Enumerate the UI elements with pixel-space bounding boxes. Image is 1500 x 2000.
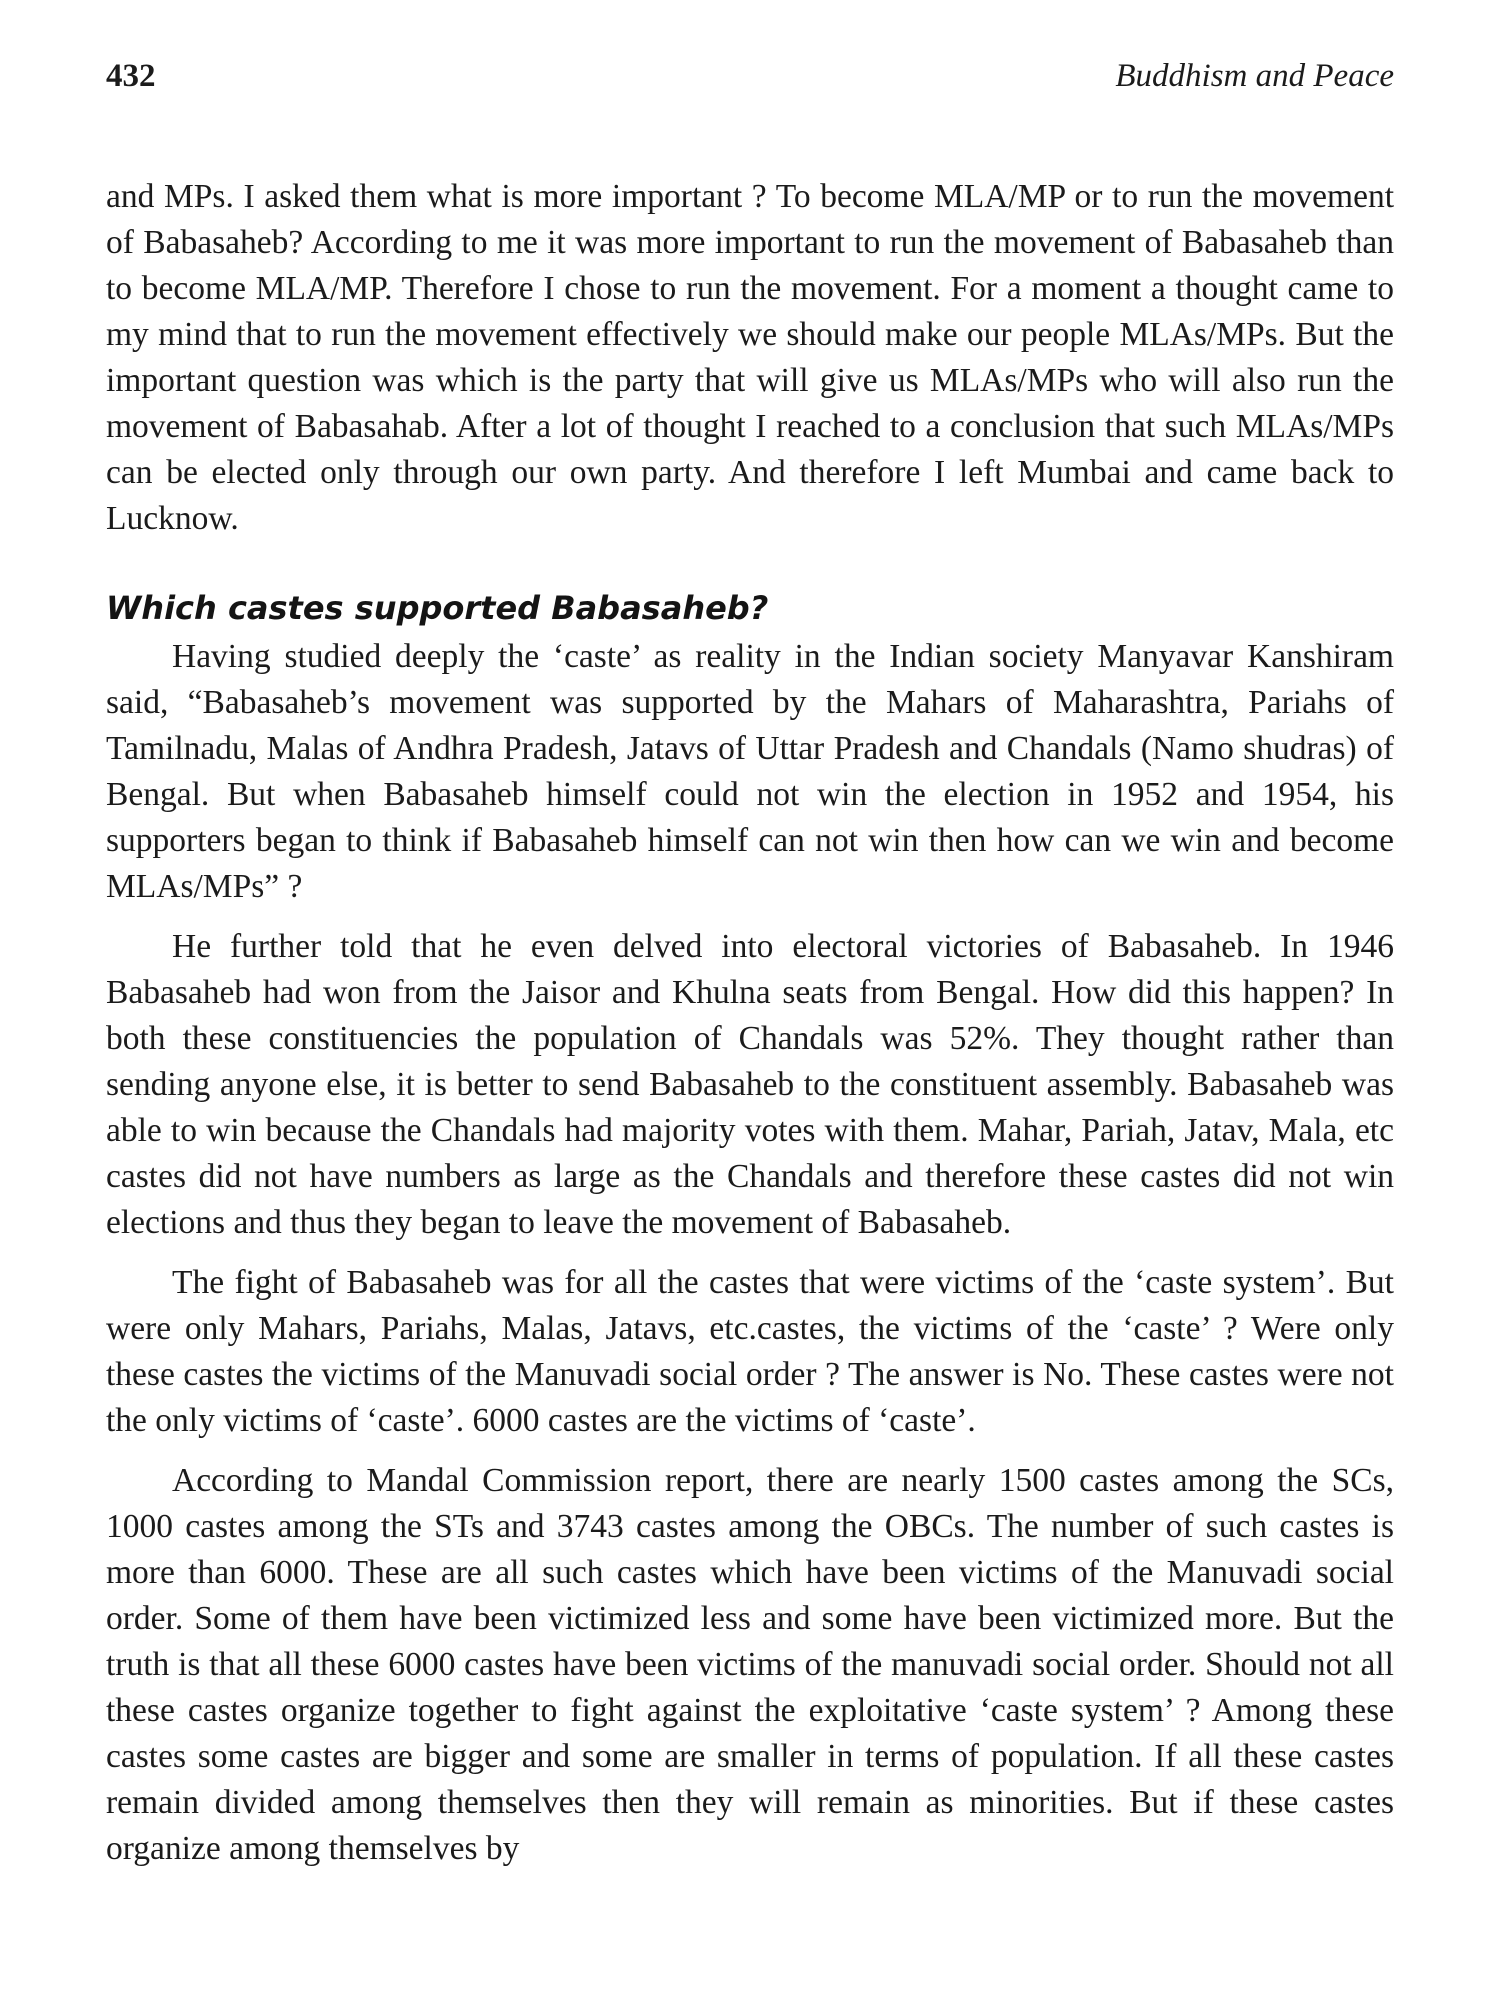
- page-number: 432: [106, 58, 156, 94]
- running-head: [106, 58, 1394, 108]
- paragraph-mandal-commission: According to Mandal Commission report, there are nearly 1500 castes among the SCs, 1000 castes among the STs and 3743 castes among the OBCs. The number of such castes is more than 6000. These are all such castes which have been victims of the Manuvadi social order. Some of them have been victimized less and some have been victimized more. But the truth is that all these 6000 castes have been victims of the manuvadi social order. Should not all these castes organize together to fight against the exploitative ‘caste system’ ? Among these castes some castes are bigger and some are smaller in terms of population. If all these castes remain divided among themselves then they will remain as minorities. But if these castes organize among themselves by: [106, 1462, 1394, 1867]
- running-title: Buddhism and Peace: [1115, 58, 1394, 94]
- body-text: [106, 174, 1394, 1872]
- paragraph-castes-support: Having studied deeply the ‘caste’ as reality in the Indian society Manyavar Kanshiram said, “Babasaheb’s movement was supported by the Mahars of Maharashtra, Pariahs of Tamilnadu, Malas of Andhra Pradesh, Jatavs of Uttar Pradesh and Chandals (Namo shudras) of Bengal. But when Babasaheb himself could not win the election in 1952 and 1954, his supporters began to think if Babasaheb himself can not win then how can we win and become MLAs/MPs” ?: [106, 638, 1394, 905]
- paragraph-caste-victims: The fight of Babasaheb was for all the castes that were victims of the ‘caste system’. But were only Mahars, Pariahs, Malas, Jatavs, etc.castes, the victims of the ‘caste’ ? Were only these castes the victims of the Manuvadi social order ? The answer is No. These castes were not the only victims of ‘caste’. 6000 castes are the victims of ‘caste’.: [106, 1264, 1394, 1439]
- paragraph-electoral-victories: He further told that he even delved into electoral victories of Babasaheb. In 1946 Babasaheb had won from the Jaisor and Khulna seats from Bengal. How did this happen? In both these constituencies the population of Chandals was 52%. They thought rather than sending anyone else, it is better to send Babasaheb to the constituent assembly. Babasaheb was able to win because the Chandals had majority votes with them. Mahar, Pariah, Jatav, Mala, etc castes did not have numbers as large as the Chandals and therefore these castes did not win elections and thus they began to leave the movement of Babasaheb.: [106, 928, 1394, 1241]
- section-heading: Which castes supported Babasaheb?: [106, 589, 769, 627]
- paragraph-continuation: and MPs. I asked them what is more important ? To become MLA/MP or to run the movement of Babasaheb? According to me it was more important to run the movement of Babasaheb than to become MLA/MP. Therefore I chose to run the movement. For a moment a thought came to my mind that to run the movement effectively we should make our people MLAs/MPs. But the important question was which is the party that will give us MLAs/MPs who will also run the movement of Babasahab. After a lot of thought I reached to a conclusion that such MLAs/MPs can be elected only through our own party. And therefore I left Mumbai and came back to Lucknow.: [106, 178, 1394, 537]
